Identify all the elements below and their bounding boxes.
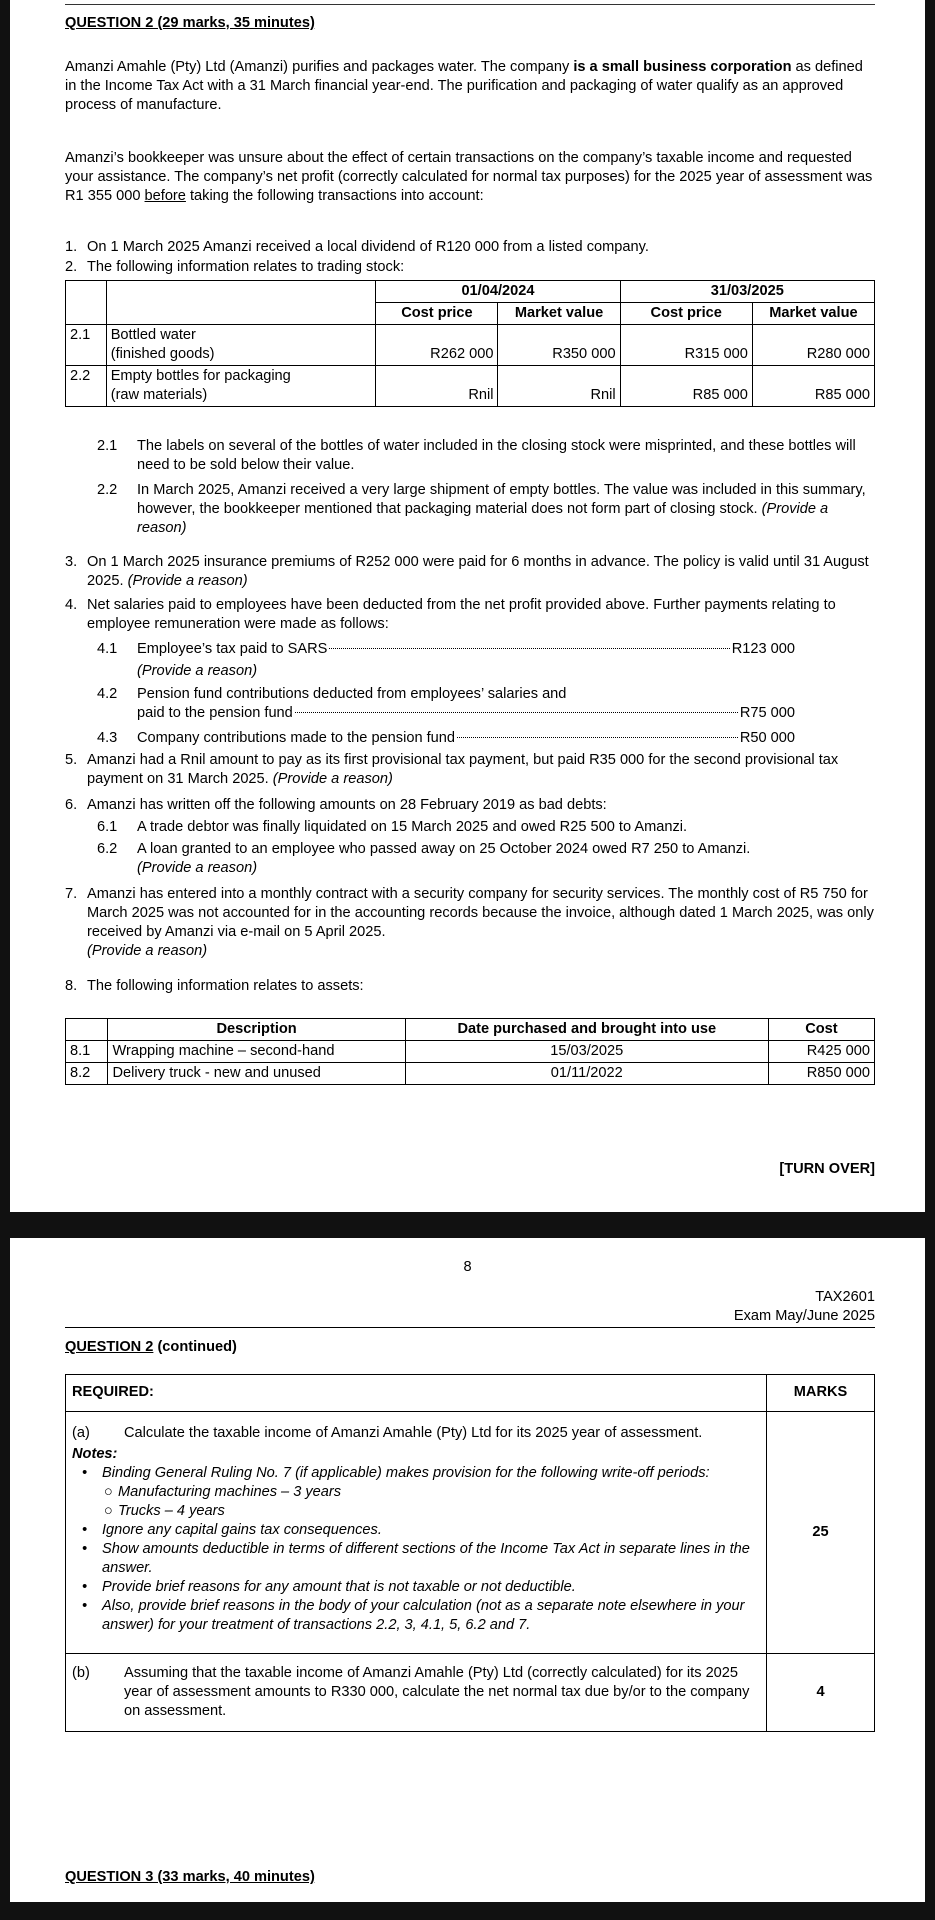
item-2: 2. The following information relates to trading stock: — [65, 259, 405, 275]
asset-table: Description Date purchased and brought into use Cost 8.1 Wrapping machine – second-hand 15/03/2025 R425 000 8.2 Delivery truck - new and unused 01/11/2022 R850 000 — [65, 1018, 875, 1085]
table-row: 2.2 Empty bottles for packaging (raw materials) Rnil Rnil R85 000 R85 000 — [66, 366, 875, 407]
header-date-2: 31/03/2025 — [620, 281, 874, 303]
item-8: 8. The following information relates to assets: — [65, 978, 364, 994]
note-2-2: 2.2 In March 2025, Amanzi received a very large shipment of empty bottles. The value was included in this summary, however, the bookkeeper mentioned that packaging material does not form part of closing stock. (Provide a reason) — [97, 482, 866, 536]
item-4-1: 4.1 Employee’s tax paid to SARS R123 000 — [97, 641, 795, 657]
intro-paragraph-1: Amanzi Amahle (Pty) Ltd (Amanzi) purifies and packages water. The company is a small business corporation as defined in the Income Tax Act with a 31 March financial year-end. The purification and packaging of water qualify as an approved process of manufacture. — [65, 59, 863, 113]
marks-heading: MARKS — [767, 1375, 875, 1412]
item-1: 1. On 1 March 2025 Amanzi received a local dividend of R120 000 from a listed company. — [65, 239, 649, 255]
note-bullet: • Binding General Ruling No. 7 (if applicable) makes provision for the following write-off periods: — [82, 1465, 710, 1481]
intro-paragraph-2: Amanzi’s bookkeeper was unsure about the effect of certain transactions on the company’s taxable income and requested your assistance. The company’s net profit (correctly calculated for normal tax purposes) for the 2025 year of assessment was R1 355 000 before taking the following transactions into account: — [65, 150, 873, 204]
required-table — [65, 1374, 875, 1732]
item-7: 7. Amanzi has entered into a monthly contract with a security company for security services. The monthly cost of R5 750 for March 2025 was not accounted for in the accounting records because the invoice, although dated 1 March 2025, was only received by Amanzi via e-mail on 5 April 2025. (Provide a reason) — [65, 886, 874, 959]
note-sub-bullet: ○ Manufacturing machines – 3 years — [104, 1484, 342, 1500]
exam-page-2 — [10, 1238, 925, 1902]
trading-stock-table-wrap — [65, 280, 875, 407]
item-4-1-reason: (Provide a reason) — [137, 663, 258, 679]
item-6-1: 6.1 A trade debtor was finally liquidated on 15 March 2025 and owed R25 500 to Amanzi. — [97, 819, 688, 835]
part-a-marks: 25 — [767, 1412, 875, 1654]
required-heading: REQUIRED: — [66, 1375, 767, 1412]
question-2-continued-heading: QUESTION 2 (continued) — [65, 1339, 237, 1355]
note-bullet: • Show amounts deductible in terms of different sections of the Income Tax Act in separate lines in the answer. — [82, 1541, 750, 1576]
course-code: TAX2601 — [815, 1289, 875, 1305]
page-number: 8 — [463, 1259, 472, 1275]
item-6-2: 6.2 A loan granted to an employee who passed away on 25 October 2024 owed R7 250 to Amanzi. (Provide a reason) — [97, 841, 751, 876]
item-6: 6. Amanzi has written off the following amounts on 28 February 2019 as bad debts: — [65, 797, 607, 813]
question-3-heading: QUESTION 3 (33 marks, 40 minutes) — [65, 1869, 315, 1885]
table-row: 2.1 Bottled water (finished goods) R262 000 R350 000 R315 000 R280 000 — [66, 325, 875, 366]
header-date-1: 01/04/2024 — [376, 281, 620, 303]
header-rule — [65, 4, 875, 5]
table-row: 8.1 Wrapping machine – second-hand 15/03/2025 R425 000 — [66, 1041, 875, 1063]
item-4-3: 4.3 Company contributions made to the pension fund R50 000 — [97, 730, 795, 746]
part-b-cell: (b) Assuming that the taxable income of Amanzi Amahle (Pty) Ltd (correctly calculated) for its 2025 year of assessment amounts to R330 000, calculate the net normal tax due by/or to the company on assessment. — [66, 1654, 767, 1732]
item-4-2: 4.2 Pension fund contributions deducted from employees’ salaries and paid to the pension fund R75 000 — [97, 686, 795, 721]
trading-stock-table: 01/04/2024 31/03/2025 Cost price Market value Cost price Market value 2.1 Bottled water (finished goods) R262 000 R350 000 R315 000 R280 000 2.2 Empty bottles for packaging (raw materials) Rnil Rnil R85 000 R85 000 — [65, 280, 875, 407]
item-3: 3. On 1 March 2025 insurance premiums of R252 000 were paid for 6 months in advance. The policy is valid until 31 August 2025. (Provide a reason) — [65, 554, 869, 589]
part-a-cell: (a) Calculate the taxable income of Amanzi Amahle (Pty) Ltd for its 2025 year of assessment. Notes: • Binding General Ruling No. 7 (if applicable) makes provision for the following write-off periods: ○ Manufacturing machines – 3 years ○ Trucks – 4 years • Ignore any capital gains tax consequences. • Show amounts deductible in terms of different sections of the Income Tax Act in separate lines in the answer. • Provide brief reasons for any amount that is not taxable or not deductible. • Also, provide brief reasons in the body of your calculation (not as a separate note elsewhere in your answer) for your treatment of transactions 2.2, 3, 4.1, 5, 6.2 and 7. — [66, 1412, 767, 1654]
item-5: 5. Amanzi had a Rnil amount to pay as its first provisional tax payment, but paid R35 000 for the second provisional tax payment on 31 March 2025. (Provide a reason) — [65, 752, 839, 787]
exam-page-1 — [10, 0, 925, 1212]
turn-over-label: [TURN OVER] — [779, 1161, 875, 1177]
note-2-1: 2.1 The labels on several of the bottles of water included in the closing stock were misprinted, and these bottles will need to be sold below their value. — [97, 438, 856, 473]
asset-table-wrap — [65, 1018, 875, 1085]
part-b-marks: 4 — [767, 1654, 875, 1732]
table-row: 8.2 Delivery truck - new and unused 01/11/2022 R850 000 — [66, 1063, 875, 1085]
note-sub-bullet: ○ Trucks – 4 years — [104, 1503, 225, 1519]
required-table-wrap — [65, 1374, 875, 1732]
exam-session: Exam May/June 2025 — [65, 1307, 875, 1328]
note-bullet: • Ignore any capital gains tax consequences. — [82, 1522, 382, 1538]
item-4: 4. Net salaries paid to employees have been deducted from the net profit provided above. Further payments relating to employee remuneration were made as follows: — [65, 597, 836, 632]
note-bullet: • Also, provide brief reasons in the body of your calculation (not as a separate note elsewhere in your answer) for your treatment of transactions 2.2, 3, 4.1, 5, 6.2 and 7. — [82, 1598, 745, 1633]
question-2-heading: QUESTION 2 (29 marks, 35 minutes) — [65, 15, 315, 31]
note-bullet: • Provide brief reasons for any amount that is not taxable or not deductible. — [82, 1579, 576, 1595]
